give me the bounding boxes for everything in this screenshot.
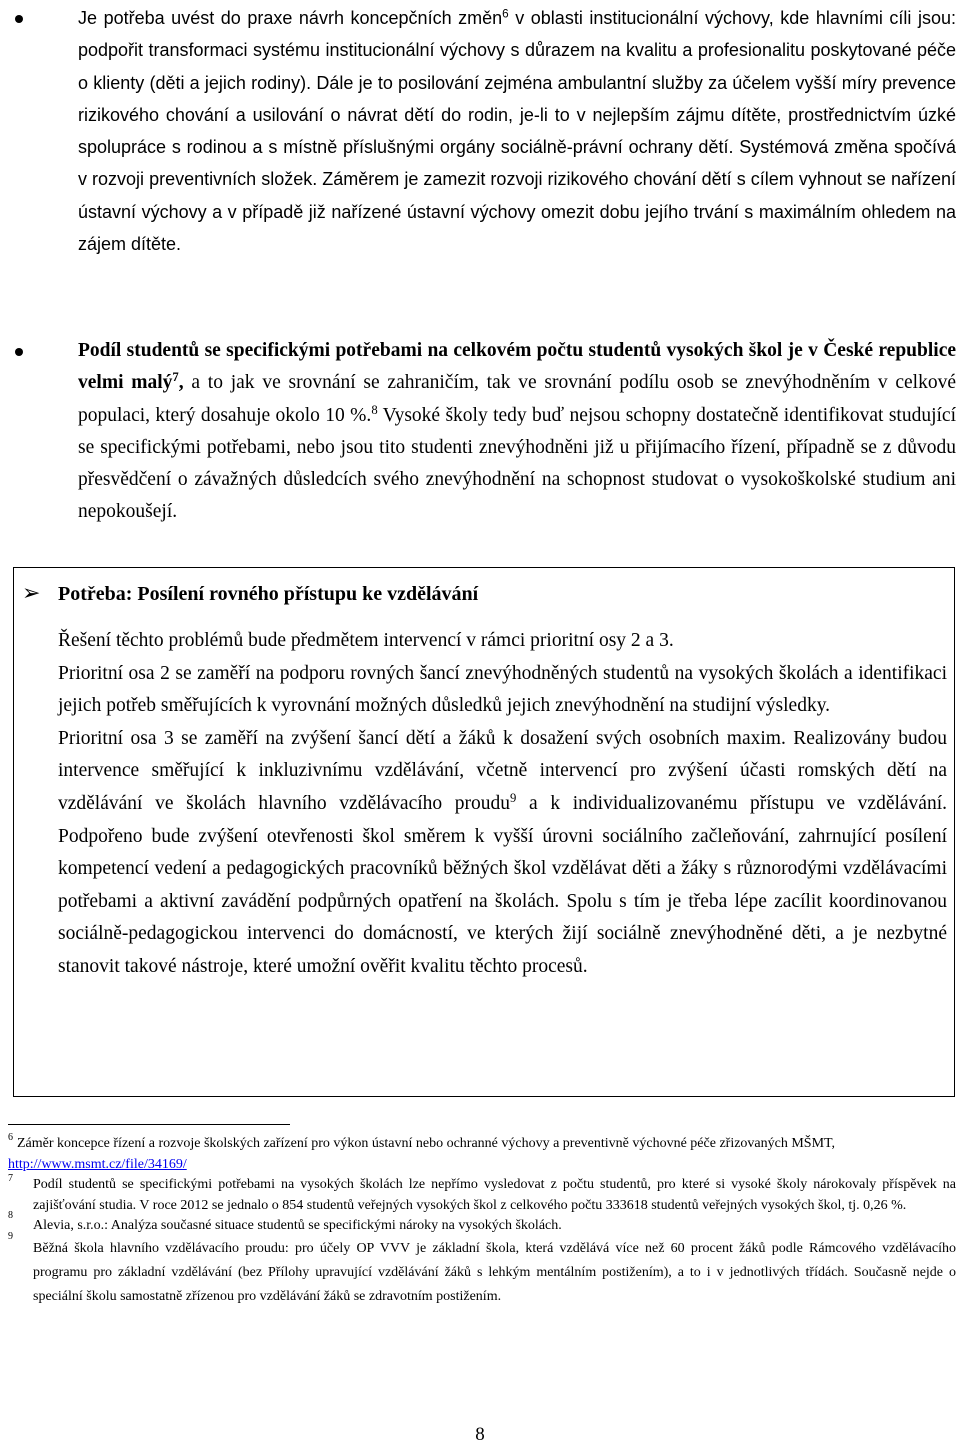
bullet-text: Je potřeba uvést do praxe návrh koncepčních změn$^6$ v oblasti institucionální výchovy, kde hlavními cíli jsou: podpořit transformaci systému institucionální výchovy s důrazem na kvalitu a profesionalitu poskytované péče o klienty (děti a jejich rodiny). Dále je to posilování zejména ambulantní služby za účelem vyšší míry prevence rizikového chování a usilování o návrat dětí do rodin, je-li to v nejlepším zájmu dítěte, prostřednictvím úzké spolupráce s rodinou a s místně příslušnými orgány sociálně-právní ochrany dětí. Systémová změna spočívá v rozvoji preventivních složek. Záměrem je zamezit rozvoji rizikového chování dětí s cílem vyhnout se nařízení ústavní výchovy a v případě již nařízené ústavní výchovy omezit dobu jejího trvání s maximálním ohledem na zájem dítěte.	[78, 7, 956, 255]
footnote-9: 9 Běžná škola hlavního vzdělávacího proudu: pro účely OP VVV je základní škola, která vzdělává více než 60 procent žáků podle Rámcového vzdělávacího programu pro základní vzdělávání (bez Přílohy upravující vzdělávání žáků s lehkým mentálním postižením), a to i v jednotlivých třídách. Současně nejde o speciální školu samostatně zřízenou pro vzdělávání žáků se zdravotním postižením.	[8, 1230, 956, 1304]
bullet-text: Podíl studentů se specifickými potřebami na celkovém počtu studentů vysokých škol je v České republice velmi malý$^7$, a to jak ve srovnání se zahraničím, tak ve srovnání podílu osob se znevýhodněním v celkové populaci, který dosahuje okolo 10 %.$^8$ Vysoké školy tedy buď nejsou schopny dostatečně identifikovat studující se specifickými potřebami, nebo jsou tito studenti znevýhodněni již u přijímacího řízení, případně se z důvodu přesvědčení o závažných důsledcích svého znevýhodnění na schopnost studovat o vysokoškolské studium ani nepokoušejí.	[78, 340, 956, 523]
page-number: 8	[475, 1424, 485, 1445]
bullet-dot	[15, 348, 23, 356]
footnotes	[8, 1134, 956, 1309]
box-body	[58, 625, 947, 984]
footnote-6: 6 Záměr koncepce řízení a rozvoje školských zařízení pro výkon ústavní nebo ochranné výchovy a preventivně výchovné péče zřizovaných MŠMT, http://www.msmt.cz/file/34169/	[8, 1132, 836, 1172]
footnote-ref-9[interactable]: 9	[510, 791, 517, 805]
arrow-bullet-icon: ➢	[22, 581, 41, 606]
box-heading: Potřeba: Posílení rovného přístupu ke vzdělávání	[58, 583, 479, 605]
bullet-dot	[15, 15, 23, 23]
footnote-7: 7 Podíl studentů se specifickými potřebami na vysokých školách lze nepřímo vysledovat z počtu studentů, pro které si vysoké školy nárokovaly příspěvek na zajišťování studia. V roce 2012 se jednalo o 854 studentů veřejných vysokých škol z celkového počtu 333618 studentů veřejných vysokých škol, tj. 0,26 %.	[8, 1173, 956, 1213]
footnote-link[interactable]: http://www.msmt.cz/file/34169/	[8, 1156, 187, 1172]
footnote-ref-7[interactable]: 7	[172, 370, 179, 385]
footnote-ref-8[interactable]: 8	[371, 402, 378, 417]
footnote-8: 8 Alevia, s.r.o.: Analýza současné situace studentů se specifickými nároky na vysokých školách.	[8, 1210, 562, 1234]
box-paragraph: Prioritní osa 3 se zaměří na zvýšení šancí dětí a žáků k dosažení svých osobních maxim. Realizovány budou intervence směřující k inkluzivnímu vzdělávání, včetně intervencí pro zvýšení účasti romských dětí na vzdělávání ve školách hlavního vzdělávacího proudu$^9$ a k individualizovanému přístupu ve vzdělávání. Podpořeno bude zvýšení otevřenosti škol směrem k vyšší úrovni sociálního začleňování, zahrnující posílení kompetencí vedení a pedagogických pracovníků běžných škol vzdělávat děti a žáky s různorodými vzdělávacími potřebami a aktivní zavádění podpůrných opatření na školách. Spolu s tím je třeba lépe zacílit koordinovanou sociálně-pedagogickou intervenci do domácností, ve kterých žijí sociálně znevýhodněné děti, a je nezbytné stanovit takové nástroje, které umožní ověřit kvalitu těchto procesů.	[58, 727, 947, 977]
box-paragraph: Řešení těchto problémů bude předmětem intervencí v rámci prioritní osy 2 a 3.	[58, 630, 674, 651]
need-box	[13, 567, 955, 1097]
footnote-ref-6[interactable]: 6	[502, 7, 509, 21]
footnote-separator	[8, 1124, 290, 1125]
box-paragraph: Prioritní osa 2 se zaměří na podporu rovných šancí znevýhodněných studentů na vysokých školách a identifikaci jejich potřeb směřujících k vyrovnání možných důsledků jejich znevýhodnění na studijní výsledky.	[58, 662, 947, 717]
